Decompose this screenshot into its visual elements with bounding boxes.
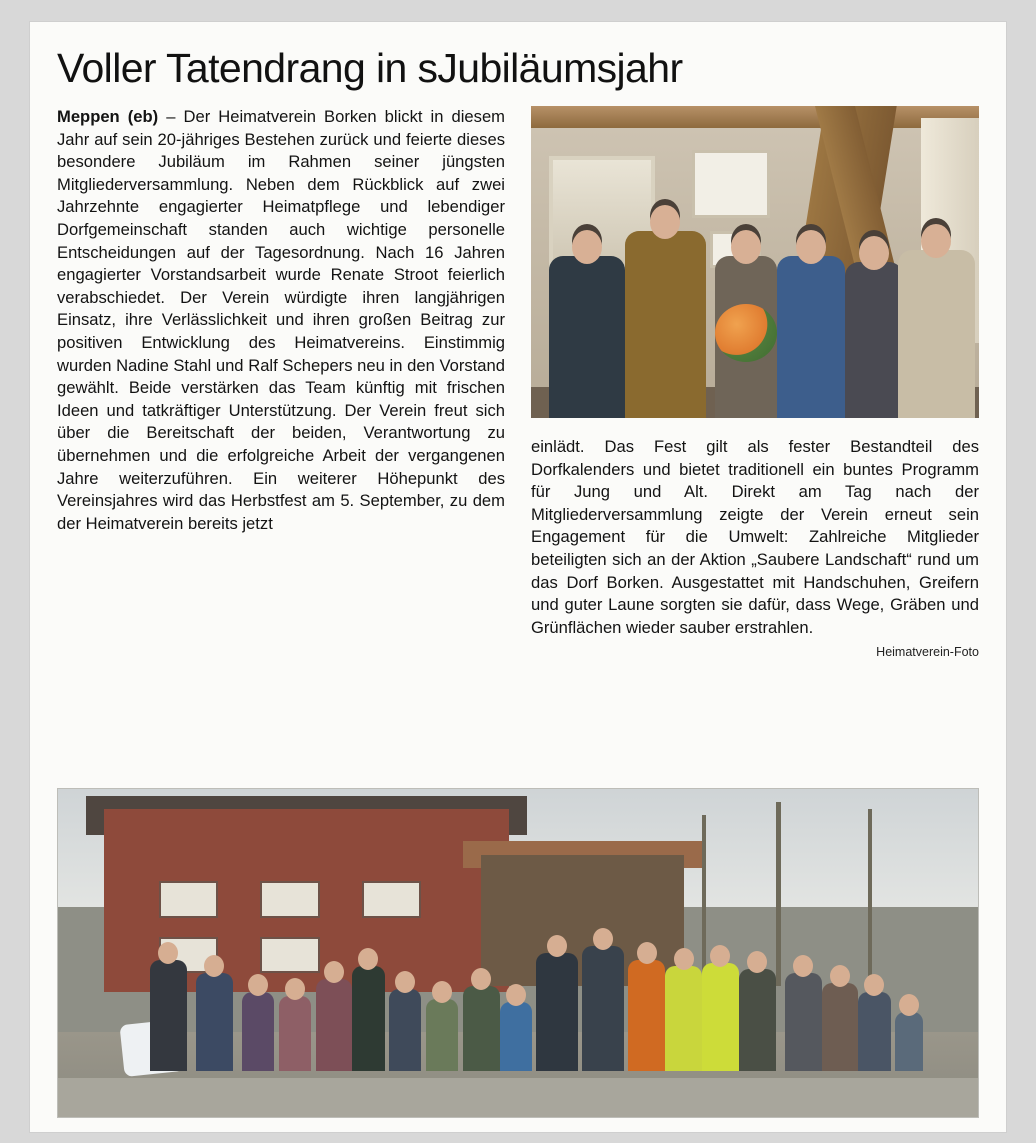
bottom-photo-artwork: [58, 789, 978, 1117]
top-photo-artwork: [531, 106, 979, 418]
dateline: Meppen (eb): [57, 107, 159, 126]
column-left-text: – Der Heimatverein Borken blickt in diesem Jahr auf sein 20-jähriges Bestehen zurück und feierte dieses besondere Jubiläum im Rahmen seiner jüngsten Mitgliederversammlung. Neben dem Rückblick auf zwei Jahrzehnte engagierter Heimatpflege und lebendiger Dorfgemeinschaft standen auch wichtige personelle Entscheidungen auf der Tagesordnung. Nach 16 Jahren engagierter Vorstandsarbeit wurde Renate Stroot feierlich verabschiedet. Der Verein würdigte ihren langjährigen Einsatz, ihre Verlässlichkeit und ihren großen Beitrag zur positiven Entwicklung des Heimatvereins. Einstimmig wurden Nadine Stahl und Ralf Schepers neu in den Vorstand gewählt. Beide verstärken das Team künftig mit frischen Ideen und tatkräftiger Unterstützung. Der Verein freut sich über die Bereitschaft der beiden, Verantwortung zu übernehmen und die erfolgreiche Arbeit der vergangenen Jahre weiterzuführen. Ein weiterer Höhepunkt des Vereinsjahres wird das Herbstfest am 5. September, zu dem der Heimatverein bereits jetzt: [57, 107, 505, 533]
newspaper-page: [30, 22, 1006, 1132]
column-left: [57, 106, 505, 535]
column-right: [531, 436, 979, 664]
bottom-photo: [57, 788, 979, 1118]
page-title: Voller Tatendrang in sJubiläumsjahr: [57, 45, 683, 91]
article-body: [57, 44, 979, 660]
column-right-text: einlädt. Das Fest gilt als fester Bestandteil des Dorfkalenders und bietet traditionell ein buntes Programm für Jung und Alt. Direkt am Tag nach der Mitgliederversammlung zeigte der Verein erneut sein Engagement für die Umwelt: Zahlreiche Mitglieder beteiligten sich an der Aktion „Saubere Landschaft“ rund um das Dorf Borken. Ausgestattet mit Handschuhen, Greifern und guter Laune sorgten sie dafür, dass Wege, Gräben und Grünflächen wieder sauber erstrahlen.: [531, 437, 979, 637]
photo-credit: Heimatverein-Foto: [876, 645, 979, 660]
top-photo: [531, 106, 979, 418]
